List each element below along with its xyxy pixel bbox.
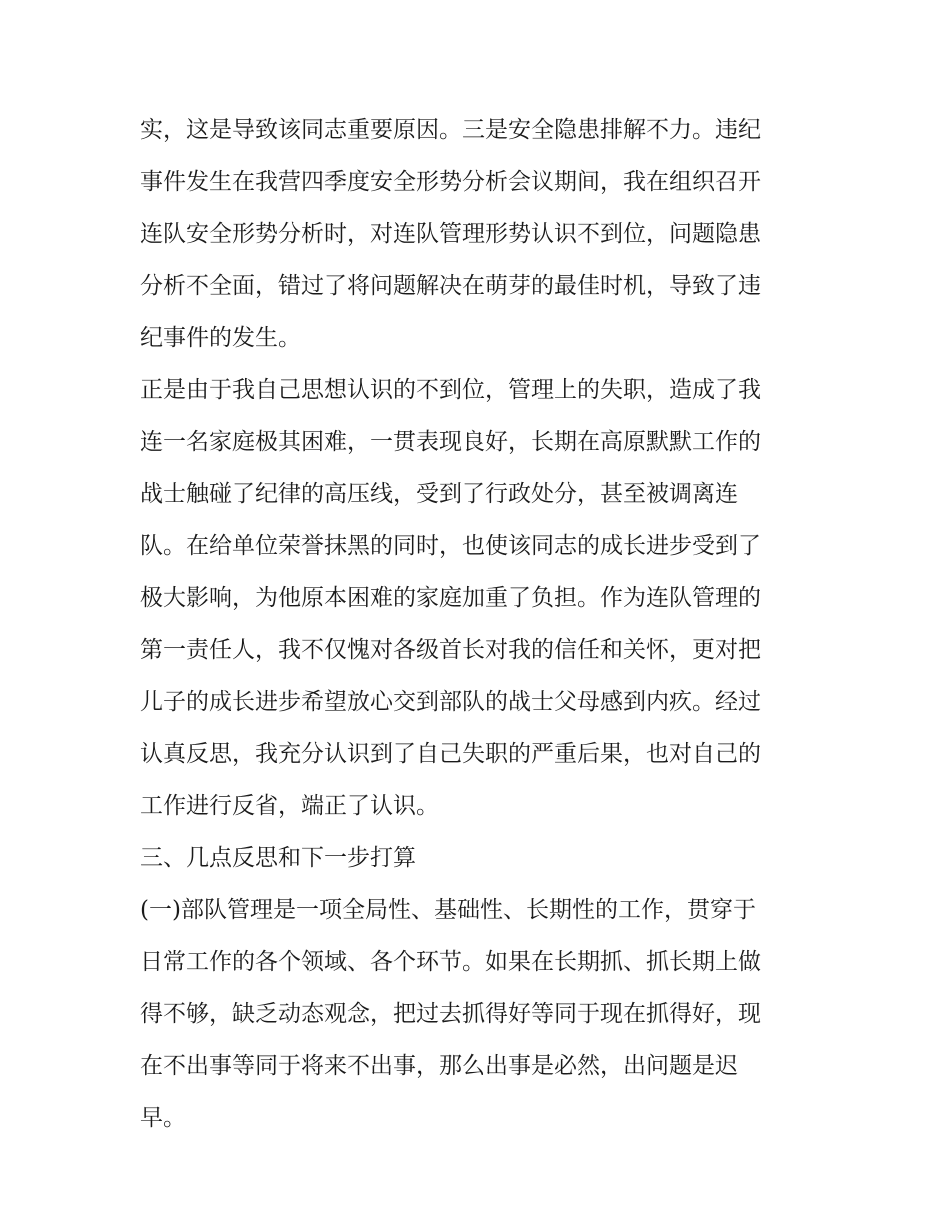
section-heading: 三、几点反思和下一步打算 <box>140 845 416 871</box>
text-line: 第一责任人，我不仅愧对各级首长对我的信任和关怀，更对把 <box>140 637 761 663</box>
text-line: 战士触碰了纪律的高压线，受到了行政处分，甚至被调离连 <box>140 481 738 507</box>
text-line: (一)部队管理是一项全局性、基础性、长期性的工作，贯穿于 <box>140 897 756 923</box>
text-line: 儿子的成长进步希望放心交到部队的战士父母感到内疚。经过 <box>140 689 761 715</box>
text-line: 早。 <box>140 1105 186 1131</box>
text-line: 认真反思，我充分认识到了自己失职的严重后果，也对自己的 <box>140 741 761 767</box>
text-line: 极大影响，为他原本困难的家庭加重了负担。作为连队管理的 <box>140 585 761 611</box>
text-line: 在不出事等同于将来不出事，那么出事是必然，出问题是迟 <box>140 1053 738 1079</box>
text-line: 连队安全形势分析时，对连队管理形势认识不到位，问题隐患 <box>140 221 761 247</box>
text-line: 得不够，缺乏动态观念，把过去抓得好等同于现在抓得好，现 <box>140 1001 761 1027</box>
text-line: 工作进行反省，端正了认识。 <box>140 793 439 819</box>
text-line: 正是由于我自己思想认识的不到位，管理上的失职，造成了我 <box>140 377 761 403</box>
text-line: 纪事件的发生。 <box>140 325 301 351</box>
text-line: 实，这是导致该同志重要原因。三是安全隐患排解不力。违纪 <box>140 117 761 143</box>
document-body <box>140 104 820 1144</box>
text-line: 连一名家庭极其困难，一贯表现良好，长期在高原默默工作的 <box>140 429 761 455</box>
text-line: 分析不全面，错过了将问题解决在萌芽的最佳时机，导致了违 <box>140 273 761 299</box>
text-line: 事件发生在我营四季度安全形势分析会议期间，我在组织召开 <box>140 169 761 195</box>
text-line: 日常工作的各个领域、各个环节。如果在长期抓、抓长期上做 <box>140 949 761 975</box>
text-line: 队。在给单位荣誉抹黑的同时，也使该同志的成长进步受到了 <box>140 533 761 559</box>
